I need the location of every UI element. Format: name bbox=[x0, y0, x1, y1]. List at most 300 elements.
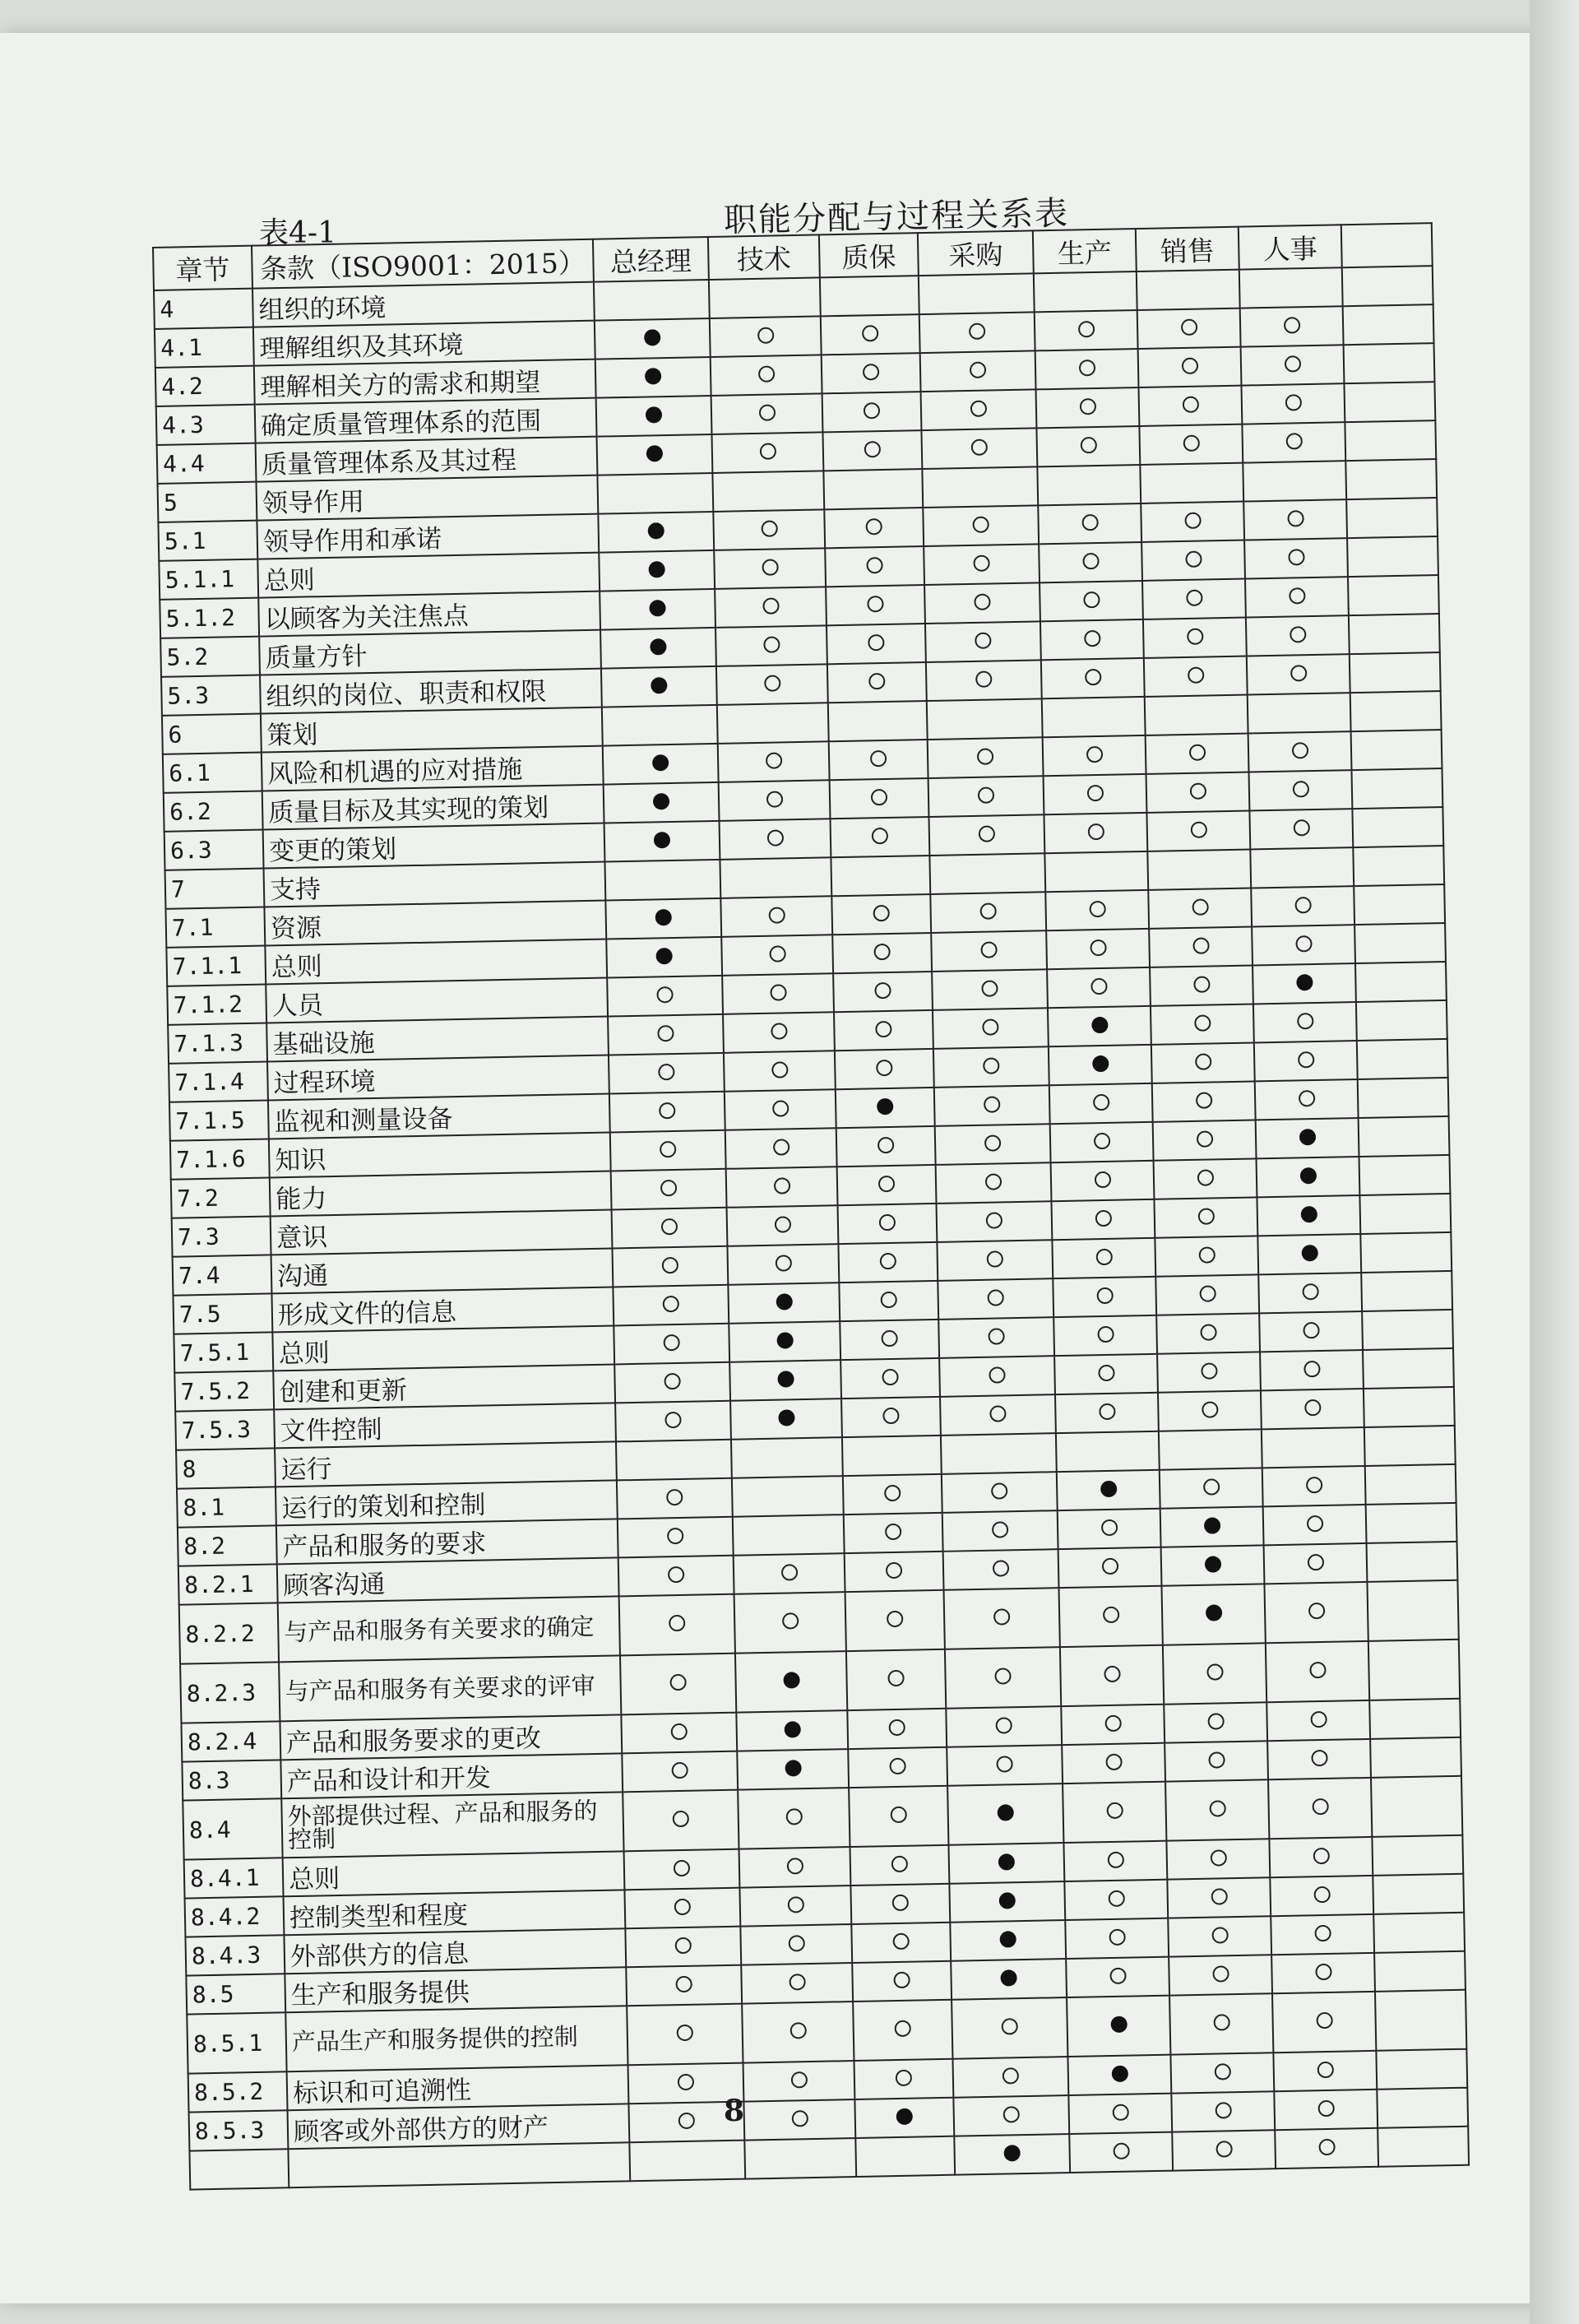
section-number: 7.1.6 bbox=[170, 1139, 270, 1179]
filled-circle-icon bbox=[644, 329, 660, 346]
hollow-circle-icon bbox=[757, 365, 774, 382]
role-mark-cell bbox=[597, 434, 713, 475]
filled-circle-icon bbox=[1204, 1556, 1220, 1572]
hollow-circle-icon bbox=[674, 1898, 691, 1914]
column-header bbox=[1341, 223, 1433, 267]
hollow-circle-icon bbox=[1309, 1662, 1326, 1678]
role-mark-cell bbox=[822, 353, 921, 393]
role-mark-cell bbox=[947, 1745, 1063, 1786]
hollow-circle-icon bbox=[786, 1858, 803, 1874]
role-mark-cell bbox=[724, 1051, 836, 1092]
hollow-circle-icon bbox=[1287, 510, 1303, 526]
role-mark-cell bbox=[627, 2004, 743, 2066]
hollow-circle-icon bbox=[975, 670, 992, 687]
responsibility-matrix-table bbox=[152, 222, 1470, 2190]
hollow-circle-icon bbox=[1303, 1322, 1319, 1338]
role-mark-cell bbox=[833, 972, 933, 1012]
blank-cell bbox=[1369, 1699, 1461, 1739]
hollow-circle-icon bbox=[1093, 1132, 1109, 1148]
section-number: 7.1 bbox=[165, 907, 265, 948]
role-mark-cell bbox=[834, 1010, 933, 1051]
blank-cell bbox=[1346, 498, 1438, 538]
hollow-circle-icon bbox=[872, 827, 888, 843]
role-mark-cell bbox=[947, 1784, 1063, 1845]
filled-circle-icon bbox=[655, 909, 672, 925]
role-mark-cell bbox=[1056, 1431, 1160, 1472]
hollow-circle-icon bbox=[775, 1255, 791, 1271]
hollow-circle-icon bbox=[886, 1561, 902, 1578]
hollow-circle-icon bbox=[1195, 1092, 1211, 1108]
page-number: 8 bbox=[724, 2094, 745, 2128]
role-mark-cell bbox=[604, 860, 720, 901]
hollow-circle-icon bbox=[678, 2073, 694, 2090]
filled-circle-icon bbox=[653, 793, 669, 809]
hollow-circle-icon bbox=[761, 520, 777, 536]
role-mark-cell bbox=[737, 1749, 849, 1790]
role-mark-cell bbox=[1270, 1876, 1373, 1916]
filled-circle-icon bbox=[1110, 2016, 1127, 2033]
section-number: 5.2 bbox=[160, 637, 260, 677]
hollow-circle-icon bbox=[1092, 1093, 1109, 1110]
section-number: 5 bbox=[158, 482, 257, 522]
role-mark-cell bbox=[920, 350, 1036, 392]
role-mark-cell bbox=[1058, 1547, 1162, 1588]
hollow-circle-icon bbox=[1188, 666, 1204, 683]
role-mark-cell bbox=[820, 276, 919, 316]
role-mark-cell bbox=[1041, 658, 1145, 698]
hollow-circle-icon bbox=[1109, 1967, 1126, 1983]
hollow-circle-icon bbox=[1211, 1888, 1227, 1904]
hollow-circle-icon bbox=[1210, 1849, 1226, 1866]
blank-cell bbox=[1378, 2127, 1469, 2167]
role-mark-cell bbox=[1164, 1702, 1267, 1742]
role-mark-cell bbox=[1143, 618, 1247, 658]
role-mark-cell bbox=[733, 1515, 845, 1556]
hollow-circle-icon bbox=[1186, 589, 1202, 605]
role-mark-cell bbox=[930, 892, 1046, 933]
role-mark-cell bbox=[1051, 1161, 1155, 1201]
hollow-circle-icon bbox=[993, 1560, 1009, 1576]
blank-cell bbox=[1371, 1776, 1462, 1837]
role-mark-cell bbox=[1062, 1743, 1165, 1784]
section-number: 8.5 bbox=[186, 1974, 285, 2014]
hollow-circle-icon bbox=[657, 1024, 674, 1041]
clause-title: 支持 bbox=[264, 862, 606, 907]
role-mark-cell bbox=[1141, 540, 1245, 581]
hollow-circle-icon bbox=[1202, 1478, 1219, 1495]
role-mark-cell bbox=[1039, 542, 1142, 582]
blank-cell bbox=[1362, 1310, 1453, 1350]
role-mark-cell bbox=[1266, 1700, 1370, 1741]
role-mark-cell bbox=[842, 1436, 942, 1476]
blank-cell bbox=[1347, 536, 1438, 577]
section-number: 8.5.1 bbox=[187, 2012, 286, 2073]
role-mark-cell bbox=[1268, 1778, 1372, 1839]
role-mark-cell bbox=[928, 776, 1044, 817]
section-number: 7.1.4 bbox=[169, 1061, 268, 1102]
hollow-circle-icon bbox=[674, 1859, 690, 1876]
role-mark-cell bbox=[1144, 656, 1248, 697]
hollow-circle-icon bbox=[1215, 2102, 1231, 2118]
role-mark-cell bbox=[721, 935, 833, 976]
hollow-circle-icon bbox=[1293, 819, 1309, 836]
role-mark-cell bbox=[847, 1709, 947, 1749]
hollow-circle-icon bbox=[1107, 1851, 1123, 1867]
role-mark-cell bbox=[825, 546, 924, 587]
hollow-circle-icon bbox=[891, 1855, 908, 1872]
hollow-circle-icon bbox=[1284, 355, 1300, 372]
hollow-circle-icon bbox=[771, 1061, 788, 1078]
filled-circle-icon bbox=[1092, 1055, 1109, 1071]
role-mark-cell bbox=[928, 737, 1044, 778]
blank-cell bbox=[1359, 1155, 1451, 1195]
role-mark-cell bbox=[845, 1552, 944, 1592]
clause-title: 外部提供过程、产品和服务的控制 bbox=[281, 1792, 623, 1858]
filled-circle-icon bbox=[654, 832, 670, 848]
role-mark-cell bbox=[1261, 1389, 1364, 1429]
hollow-circle-icon bbox=[868, 672, 885, 689]
hollow-circle-icon bbox=[1285, 433, 1302, 449]
hollow-circle-icon bbox=[658, 1063, 674, 1079]
hollow-circle-icon bbox=[1099, 1403, 1115, 1419]
role-mark-cell bbox=[938, 1278, 1053, 1320]
role-mark-cell bbox=[830, 778, 929, 819]
hollow-circle-icon bbox=[896, 2069, 912, 2085]
section-number: 8.2 bbox=[178, 1525, 277, 1566]
hollow-circle-icon bbox=[895, 2020, 911, 2037]
role-mark-cell bbox=[1253, 963, 1356, 1004]
section-number: 8.2.2 bbox=[179, 1603, 279, 1663]
hollow-circle-icon bbox=[759, 443, 776, 459]
role-mark-cell bbox=[1272, 1992, 1376, 2053]
role-mark-cell bbox=[607, 976, 723, 1017]
hollow-circle-icon bbox=[1193, 976, 1210, 992]
hollow-circle-icon bbox=[887, 1670, 904, 1686]
role-mark-cell bbox=[1161, 1545, 1265, 1585]
clause-title: 运行 bbox=[275, 1441, 617, 1487]
filled-circle-icon bbox=[1100, 1480, 1117, 1496]
role-mark-cell bbox=[944, 1588, 1060, 1649]
role-mark-cell bbox=[853, 2000, 952, 2061]
hollow-circle-icon bbox=[1181, 357, 1197, 373]
role-mark-cell bbox=[609, 1092, 725, 1133]
hollow-circle-icon bbox=[878, 1175, 895, 1191]
hollow-circle-icon bbox=[970, 361, 986, 378]
blank-cell bbox=[1364, 1426, 1456, 1466]
hollow-circle-icon bbox=[1102, 1607, 1118, 1623]
hollow-circle-icon bbox=[1298, 1051, 1314, 1068]
role-mark-cell bbox=[621, 1713, 737, 1754]
hollow-circle-icon bbox=[1307, 1553, 1323, 1570]
role-mark-cell bbox=[1168, 1916, 1271, 1956]
hollow-circle-icon bbox=[1285, 394, 1301, 411]
filled-circle-icon bbox=[998, 1853, 1015, 1870]
hollow-circle-icon bbox=[1206, 1663, 1223, 1680]
hollow-circle-icon bbox=[996, 1756, 1012, 1772]
blank-cell bbox=[1370, 1737, 1461, 1778]
role-mark-cell bbox=[711, 355, 822, 396]
role-mark-cell bbox=[821, 314, 920, 355]
filled-circle-icon bbox=[1000, 1969, 1016, 1986]
role-mark-cell bbox=[1169, 1955, 1272, 1995]
role-mark-cell bbox=[931, 930, 1047, 972]
hollow-circle-icon bbox=[1213, 2014, 1229, 2030]
filled-circle-icon bbox=[998, 1804, 1014, 1821]
clause-title: 资源 bbox=[264, 901, 606, 946]
role-mark-cell bbox=[605, 898, 721, 939]
hollow-circle-icon bbox=[1197, 1208, 1214, 1224]
hollow-circle-icon bbox=[1201, 1362, 1217, 1379]
hollow-circle-icon bbox=[876, 1059, 892, 1075]
filled-circle-icon bbox=[646, 406, 662, 423]
role-mark-cell bbox=[720, 819, 831, 860]
hollow-circle-icon bbox=[1295, 935, 1312, 952]
role-mark-cell bbox=[1142, 579, 1246, 619]
role-mark-cell bbox=[606, 937, 722, 978]
hollow-circle-icon bbox=[1083, 591, 1100, 607]
column-header: 采购 bbox=[918, 230, 1034, 276]
section-number: 8.2.4 bbox=[181, 1721, 280, 1761]
role-mark-cell bbox=[838, 1204, 938, 1244]
hollow-circle-icon bbox=[762, 559, 778, 575]
role-mark-cell bbox=[1064, 1880, 1168, 1920]
role-mark-cell bbox=[933, 1046, 1049, 1088]
role-mark-cell bbox=[841, 1397, 941, 1437]
hollow-circle-icon bbox=[656, 986, 673, 1003]
clause-title: 顾客沟通 bbox=[277, 1557, 619, 1603]
hollow-circle-icon bbox=[1313, 1886, 1330, 1902]
clause-title: 风险和机遇的应对措施 bbox=[262, 746, 604, 791]
clause-title: 策划 bbox=[261, 707, 603, 753]
hollow-circle-icon bbox=[891, 1807, 907, 1823]
clause-title: 组织的岗位、职责和权限 bbox=[260, 669, 602, 714]
hollow-circle-icon bbox=[662, 1256, 678, 1273]
role-mark-cell bbox=[1043, 735, 1146, 776]
role-mark-cell bbox=[1055, 1393, 1159, 1433]
role-mark-cell bbox=[609, 1053, 725, 1094]
role-mark-cell bbox=[1149, 926, 1253, 967]
role-mark-cell bbox=[595, 318, 711, 360]
filled-circle-icon bbox=[1299, 1167, 1316, 1184]
role-mark-cell bbox=[948, 1843, 1064, 1884]
hollow-circle-icon bbox=[1180, 318, 1197, 335]
role-mark-cell bbox=[1152, 1081, 1256, 1121]
role-mark-cell bbox=[735, 1651, 847, 1713]
role-mark-cell bbox=[1264, 1543, 1368, 1584]
role-mark-cell bbox=[729, 1321, 840, 1362]
role-mark-cell bbox=[1249, 809, 1353, 849]
blank-cell bbox=[1357, 1039, 1448, 1079]
hollow-circle-icon bbox=[1097, 1325, 1114, 1342]
role-mark-cell bbox=[1139, 424, 1243, 465]
filled-circle-icon bbox=[1296, 974, 1313, 990]
hollow-circle-icon bbox=[663, 1295, 679, 1311]
hollow-circle-icon bbox=[762, 597, 779, 614]
hollow-circle-icon bbox=[983, 1057, 999, 1074]
hollow-circle-icon bbox=[1192, 937, 1209, 953]
role-mark-cell bbox=[1264, 1582, 1368, 1643]
role-mark-cell bbox=[712, 432, 824, 473]
role-mark-cell bbox=[744, 2138, 856, 2179]
role-mark-cell bbox=[1160, 1506, 1264, 1547]
hollow-circle-icon bbox=[1194, 1014, 1211, 1031]
hollow-circle-icon bbox=[1214, 2063, 1230, 2080]
role-mark-cell bbox=[1138, 347, 1242, 387]
role-mark-cell bbox=[1050, 1122, 1154, 1162]
blank-cell bbox=[1345, 459, 1437, 499]
role-mark-cell bbox=[610, 1130, 726, 1171]
clause-title: 监视和测量设备 bbox=[268, 1094, 610, 1139]
blank-cell bbox=[1358, 1078, 1449, 1118]
role-mark-cell bbox=[611, 1169, 727, 1210]
hollow-circle-icon bbox=[771, 1023, 787, 1039]
hollow-circle-icon bbox=[1313, 1847, 1329, 1863]
section-number: 8.2.3 bbox=[180, 1662, 280, 1723]
role-mark-cell bbox=[1051, 1199, 1155, 1240]
hollow-circle-icon bbox=[889, 1757, 905, 1774]
role-mark-cell bbox=[1036, 426, 1140, 466]
role-mark-cell bbox=[1244, 538, 1348, 578]
hollow-circle-icon bbox=[669, 1615, 685, 1631]
filled-circle-icon bbox=[783, 1672, 799, 1688]
role-mark-cell bbox=[934, 1085, 1050, 1126]
role-mark-cell bbox=[1171, 2091, 1275, 2131]
role-mark-cell bbox=[734, 1592, 846, 1654]
clause-title: 组织的环境 bbox=[252, 282, 595, 327]
role-mark-cell bbox=[919, 273, 1035, 314]
role-mark-cell bbox=[936, 1162, 1052, 1204]
role-mark-cell bbox=[734, 1553, 845, 1594]
section-number: 7.4 bbox=[173, 1255, 272, 1295]
hollow-circle-icon bbox=[993, 1608, 1010, 1625]
role-mark-cell bbox=[850, 1845, 949, 1886]
role-mark-cell bbox=[600, 589, 715, 630]
role-mark-cell bbox=[840, 1358, 940, 1399]
section-number: 7.3 bbox=[172, 1216, 271, 1256]
role-mark-cell bbox=[831, 894, 931, 935]
role-mark-cell bbox=[922, 466, 1038, 508]
role-mark-cell bbox=[1267, 1739, 1371, 1779]
role-mark-cell bbox=[594, 280, 710, 321]
filled-circle-icon bbox=[776, 1332, 793, 1348]
role-mark-cell bbox=[822, 392, 922, 432]
section-number: 8.5.3 bbox=[189, 2110, 289, 2150]
hollow-circle-icon bbox=[1316, 2012, 1332, 2029]
clause-title: 产品和服务的要求 bbox=[276, 1519, 618, 1564]
role-mark-cell bbox=[1158, 1390, 1262, 1431]
role-mark-cell bbox=[602, 705, 718, 746]
role-mark-cell bbox=[953, 2095, 1069, 2136]
hollow-circle-icon bbox=[1086, 745, 1102, 762]
hollow-circle-icon bbox=[782, 1612, 799, 1629]
hollow-circle-icon bbox=[981, 980, 998, 996]
role-mark-cell bbox=[923, 505, 1039, 546]
blank-cell bbox=[1365, 1464, 1456, 1505]
blank-cell bbox=[1355, 962, 1447, 1002]
role-mark-cell bbox=[626, 1965, 742, 2006]
filled-circle-icon bbox=[652, 754, 669, 771]
hollow-circle-icon bbox=[1080, 437, 1096, 453]
hollow-circle-icon bbox=[1077, 321, 1094, 337]
hollow-circle-icon bbox=[1003, 2106, 1020, 2122]
filled-circle-icon bbox=[646, 445, 663, 462]
filled-circle-icon bbox=[1003, 2145, 1020, 2161]
hollow-circle-icon bbox=[790, 2071, 807, 2088]
role-mark-cell bbox=[739, 1886, 851, 1927]
clause-title: 总则 bbox=[283, 1851, 625, 1896]
role-mark-cell bbox=[939, 1356, 1055, 1397]
role-mark-cell bbox=[843, 1474, 942, 1515]
hollow-circle-icon bbox=[772, 1139, 789, 1155]
hollow-circle-icon bbox=[1216, 2141, 1232, 2157]
hollow-circle-icon bbox=[1089, 900, 1105, 916]
role-mark-cell bbox=[1147, 850, 1251, 890]
role-mark-cell bbox=[1069, 2132, 1173, 2173]
hollow-circle-icon bbox=[979, 825, 995, 842]
role-mark-cell bbox=[739, 1847, 851, 1888]
role-mark-cell bbox=[1262, 1427, 1365, 1468]
role-mark-cell bbox=[596, 396, 712, 437]
role-mark-cell bbox=[740, 1924, 852, 1965]
filled-circle-icon bbox=[1300, 1206, 1317, 1222]
section-number: 8.4.1 bbox=[184, 1858, 284, 1898]
hollow-circle-icon bbox=[885, 1523, 901, 1539]
section-number: 4.3 bbox=[156, 405, 256, 445]
blank-cell bbox=[1377, 2088, 1468, 2128]
blank-cell bbox=[1364, 1387, 1455, 1427]
role-mark-cell bbox=[826, 585, 925, 625]
clause-title: 人员 bbox=[266, 978, 608, 1023]
role-mark-cell bbox=[925, 621, 1041, 662]
blank-cell bbox=[1342, 266, 1433, 306]
filled-circle-icon bbox=[1301, 1245, 1317, 1261]
table-label: 表4-1 bbox=[259, 216, 336, 250]
role-mark-cell bbox=[1139, 386, 1243, 426]
hollow-circle-icon bbox=[757, 327, 774, 343]
hollow-circle-icon bbox=[873, 904, 890, 921]
role-mark-cell bbox=[727, 1205, 839, 1246]
section-number: 8.4.3 bbox=[185, 1935, 285, 1975]
hollow-circle-icon bbox=[984, 1096, 1000, 1112]
hollow-circle-icon bbox=[763, 636, 780, 652]
role-mark-cell bbox=[600, 628, 716, 669]
role-mark-cell bbox=[1060, 1645, 1164, 1706]
hollow-circle-icon bbox=[866, 557, 882, 573]
role-mark-cell bbox=[1172, 2130, 1276, 2170]
hollow-circle-icon bbox=[975, 632, 991, 648]
role-mark-cell bbox=[1044, 813, 1147, 853]
hollow-circle-icon bbox=[989, 1405, 1006, 1422]
hollow-circle-icon bbox=[1100, 1519, 1117, 1535]
role-mark-cell bbox=[919, 312, 1035, 353]
role-mark-cell bbox=[1243, 499, 1347, 540]
role-mark-cell bbox=[1047, 967, 1151, 1008]
hollow-circle-icon bbox=[664, 1411, 681, 1427]
filled-circle-icon bbox=[650, 638, 666, 655]
clause-title: 总则 bbox=[272, 1325, 614, 1371]
hollow-circle-icon bbox=[1187, 628, 1203, 644]
hollow-circle-icon bbox=[1311, 1749, 1327, 1765]
clause-title: 质量方针 bbox=[259, 630, 601, 675]
hollow-circle-icon bbox=[1096, 1287, 1113, 1303]
hollow-circle-icon bbox=[969, 322, 985, 339]
hollow-circle-icon bbox=[1291, 742, 1308, 758]
role-mark-cell bbox=[1037, 465, 1141, 505]
role-mark-cell bbox=[727, 1244, 839, 1285]
filled-circle-icon bbox=[1299, 1129, 1315, 1145]
hollow-circle-icon bbox=[664, 1372, 680, 1389]
role-mark-cell bbox=[717, 703, 829, 744]
